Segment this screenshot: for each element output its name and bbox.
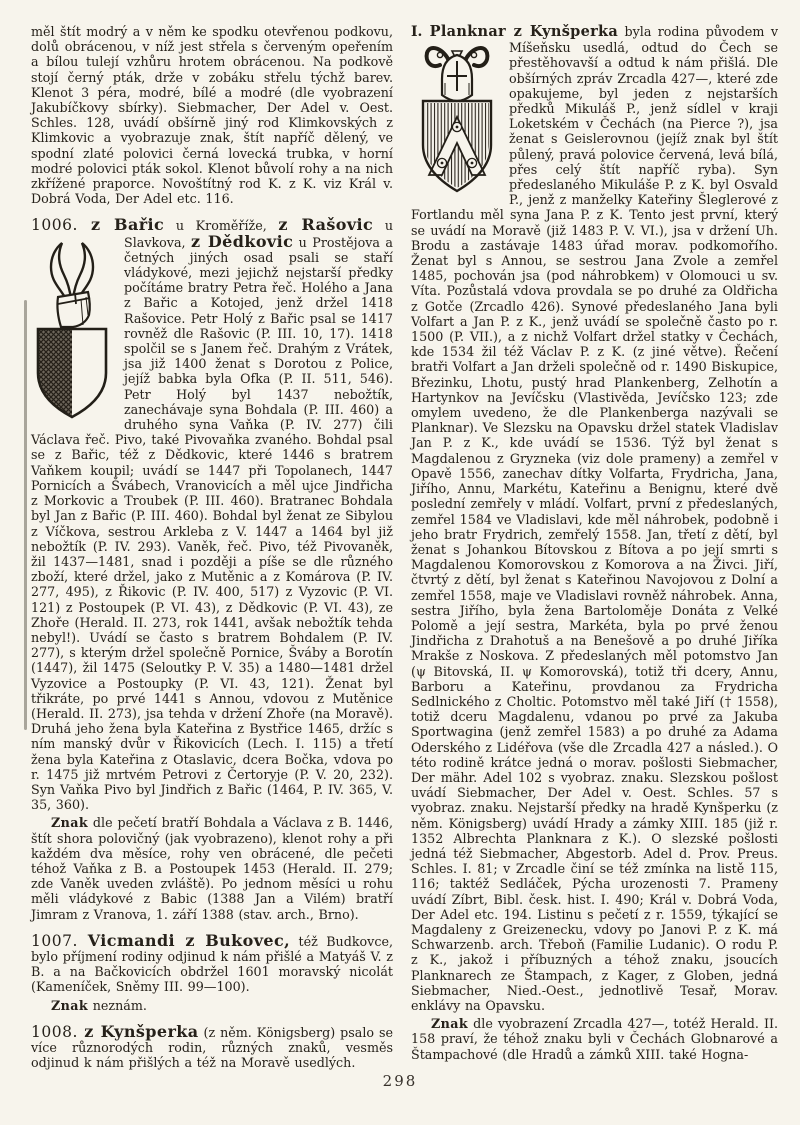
entry-1006-znak-paragraph bbox=[31, 815, 393, 921]
entry-1006-locality-1: u Kroměříže, bbox=[164, 218, 279, 234]
entry-planknar-body: v Míšeňsku usedlá, odtud do Čech se přestěhovavší a odtud k nám přišlá. Dle obšírných zpráv Zrcadla 427—, které zde opakujeme, byl jeden z nejstarších předků Mikuláš P., jenž sídlel v kraji Loketském v Čechách (na Pierce ?), jsa ženat s Geislerovnou (jejíž znak byl štít půlený, pravá polovice červená, levá bílá, přes celý štít napříč ryba). Syn předeslaného Mikuláše P. z K. byl Osvald P., jenž z manželky Kateřiny Šleglerové z Fortlandu měl syna Jana P. z K. Tento jest první, který se uvádí na Moravě (již 1483 P. V. VI.), jsa v držení Uh. Brodu a zastávaje 1483 úřad morav. podkomořího. Ženat byl s Annou, se sestrou Jana Zvole a zemřel 1485, pochován jsa (pod náhrobkem) v Olomouci u sv. Víta. Pozůstalá vdova provdala se po druhé za Oldřicha z Gotče (Zrcadlo 426). Synové předeslaného Jana byli Volfart a Jan P. z K., jenž uvádí se společně často po r. 1500 (P. VII.), a z nichž Volfart držel statky v Čechách, kde 1534 žil též Václav P. z K. (z jiné větve). Řečení bratři Volfart a Jan drželi společně od r. 1490 Biskupice, Březinku, Lhotu, pustý hrad Plankenberg, Zelhotín a Hartynkov na Jevíčsku (Vlastivěda, Jevíčsko 123; zde omylem uvedeno, že dle Plankenberga nazývali se Planknar). Ve Slezsku na Opavsku držel statek Vladislav Jan P. z K., kde uvádí se 1536. Týž byl ženat s Magdalenou z Gryzneka (viz dole prameny) a zemřel v Opavě 1556, zanechav dítky Volfarta, Frydricha, Jana, Jiřího, Annu, Markétu, Kateřinu a Benignu, které dvě poslední zemřely v mládí. Volfart, první z předeslaných, zemřel 1584 ve Vladislavi, kde měl náhrobek, podobně i jeho bratr Frydrich, zemřelý 1558. Jan, třetí z dětí, byl ženat s Johankou Bítovskou z Bítova a po její smrti s Magdalenou Komorovskou z Komorova a na Živci. Jiří, čtvrtý z dětí, byl ženat s Kateřinou Navojovou z Dolní a zemřel 1558, maje ve Vladislavi rovněž náhrobek. Anna, sestra Jiřího, byla žena Bartoloměje Donáta z Velké Polomě a její sestra, Markéta, byla po prvé ženou Jindřicha z Drahotuš a na Benešově a po druhé Jiříka Mrakše z Noskova. Z předeslaných měl potomstvo Jan (ψ Bitovská, II. ψ Komorovská), totiž tři dcery, Annu, Barboru a Kateřinu, provdanou za Frydricha Sedlnického z Choltic. Potomstvo měl také Jiří († 1558), totiž dceru Magdalenu, vdanou po prvé za Jakuba Sportwagina (jenž zemřel 1583) a po druhé za Adama Oderského z Lidéřova (vše dle Zrcadla 427 a násled.). O této rodině krátce jedná o morav. pošlosti Siebmacher, Der mähr. Adel 102 s vyobraz. znaku. Slezskou pošlost uvádí Siebmacher, Der Adel v. Oest. Schles. 57 s vyobraz. znaku. Nejstarší předky na hradě Kynšperku (z něm. Königsberg) uvádí Hrady a zámky XIII. 185 (již r. 1352 Albrechta Planknara z K.). O slezské pošlosti jedná též Siebmacher, Abgestorb. Adel d. Prov. Preus. Schles. I. 81; v Zrcadle činí se též zmínka na listě 115, 116; taktéž Sedláček, Pýcha urozenosti 7. Prameny uvádí Zíbrt, Bibl. česk. hist. I. 490; Král v. Dobrá Voda, Der Adel etc. 194. Listinu s pečetí z r. 1559, týkající se Magdaleny z Greizenecku, vdovy po Janovi P. z K. má Schwarzenb. arch. Třeboň (Familie Ludanic). O rodu P. z K., jakož i příbuzných a téhož znaku, jsoucích Planknarech ze Štampach, z Kager, z Globen, jedná Siebmacher, Nied.-Oest., jednotlivě Tesař, Morav. enklávy na Opavsku. bbox=[411, 24, 778, 1013]
page-number: 298 bbox=[382, 1072, 418, 1090]
barice-shield bbox=[38, 329, 106, 417]
entry-1007-znak-text: neznám. bbox=[88, 997, 147, 1013]
entry-1007-number: 1007. bbox=[31, 931, 88, 950]
planknar-coat-of-arms-image bbox=[416, 43, 498, 203]
barice-coat-of-arms-image bbox=[31, 237, 113, 423]
crescent-icon bbox=[32, 281, 41, 299]
planknar-helm bbox=[442, 55, 472, 101]
entry-1008-name: z Kynšperka bbox=[84, 1021, 199, 1041]
entry-1006-name-barice: z Bařic bbox=[90, 215, 165, 235]
left-column bbox=[31, 24, 393, 1070]
entry-planknar-numeral: I. bbox=[411, 24, 430, 40]
znak-label: Znak bbox=[51, 815, 89, 831]
entry-1006-name-rasovic: z Rašovic bbox=[278, 215, 374, 235]
entry-1008-body: (z něm. Königsberg) psalo se více různorodých rodin, různých znaků, vesměs odjinud k nám přišlých a též na Moravě usedlých. bbox=[31, 1024, 393, 1071]
entry-planknar-znak-text: dle vyobrazení Zrcadla 427—, totéž Herald. II. 158 praví, že téhož znaku byli v Čechách Globnarové a Štampachové (dle Hradů a zámků XIII. také Hogna- bbox=[411, 1016, 778, 1062]
rosette-icon bbox=[437, 53, 442, 58]
znak-label: Znak bbox=[51, 997, 89, 1013]
rosette-icon bbox=[467, 159, 476, 168]
entry-1007-body: též Budkovce, bylo příjmení rodiny odjinud k nám přišlé a Matyáš V. z B. a na Bačkovicích obdržel 1601 moravský nicolát (Kameníček, Sněmy III. 99—100). bbox=[31, 933, 393, 995]
entry-1007-name: Vicmandi z Bukovec, bbox=[87, 930, 291, 950]
entry-1006-locality-2: u Slavkova, bbox=[124, 218, 393, 250]
entry-planknar bbox=[411, 24, 778, 1013]
rosette-icon bbox=[437, 159, 446, 168]
rosette-icon bbox=[471, 53, 476, 58]
rosette-icon bbox=[452, 123, 461, 132]
entry-planknar-name: Planknar z Kynšperka bbox=[429, 23, 619, 40]
entry-1008-number: 1008. bbox=[31, 1022, 85, 1041]
znak-label: Znak bbox=[431, 1016, 469, 1032]
entry-planknar-lead: byla rodina původem bbox=[618, 24, 771, 39]
barice-helm bbox=[57, 292, 90, 327]
planknar-coat-of-arms-svg bbox=[416, 43, 498, 203]
entry-1007-znak-paragraph bbox=[31, 998, 393, 1013]
barice-coat-of-arms-svg bbox=[31, 237, 113, 423]
continuation-paragraph bbox=[31, 24, 393, 206]
continuation-text: měl štít modrý a v něm ke spodku otevřenou podkovu, dolů obrácenou, v níž jest střela s červeným opeřením a bílou tulejí vzhůru hrotem obrácenou. Na podkově stojí černý pták, drže v zobáku střelu týchž barev. Klenot 3 péra, modré, bílé a modré (dle vyobrazení Jakubíčkovy sbírky). Siebmacher, Der Adel v. Oest. Schles. 128, uvádí obšírně jiný rod Klimkovských z Klimkovic a vyobrazuje znak, štít napříč dělený, ve spodní zlaté polovici černá lovecká trubka, v horní modré polovici pták sokol. Klenot bůvolí rohy a na nich zkřížené praporce. Novoštítný rod K. z K. viz Král v. Dobrá Voda, Der Adel etc. 116. bbox=[31, 24, 393, 207]
barice-crest-horns bbox=[32, 243, 112, 299]
entry-1006 bbox=[31, 217, 393, 812]
entry-1006-znak-text: dle pečetí bratří Bohdala a Václava z B. 1446, štít shora polovičný (jak vyobrazeno), klenot rohy a při každém dva měsíce, rohy ven obrácené, dle pečeti téhož Vaňka z B. a Postoupek 1453 (Herald. II. 279; zde Vaněk uveden zvláště). Po jednom měsíci u rohu měli vládykové z Babic (1388 Jan a Vilém) bratří Jimram z Vranova, 1. září 1388 (stav. arch., Brno). bbox=[31, 815, 393, 922]
planknar-shield bbox=[423, 101, 491, 191]
crescent-icon bbox=[103, 281, 112, 299]
entry-1006-name-dedkovic: z Dědkovic bbox=[191, 231, 294, 251]
entry-1006-number: 1006. bbox=[31, 216, 91, 235]
entry-1006-body: u Prostějova a četných jiných osad psali se staří vládykové, mezi jejichž nejstarší předky počítáme bratry Petra řeč. Holého a Jana z Bařic a Kotojed, jenž držel 1418 Rašovice. Petr Holý z Bařic psal se 1417 rovněž dle Rašovic (P. III. 10, 17). 1418 spolčil se s Janem řeč. Drahým z Vrátek, jsa již 1400 ženat s Dorotou z Police, jejíž babka byla Ofka (P. II. 511, 546). Petr Holý byl 1437 nebožtík, zanechávaje syna Bohdala (P. III. 460) a druhého syna Vaňka (P. IV. 277) čili Václava řeč. Pivo, také Pivovaňka zvaného. Bohdal psal se z Bařic, též z Dědkovic, které 1446 s bratrem Vaňkem koupil; uvádí se 1447 při Topolanech, 1447 Pornicích a Švábech, Vranovicích a měl ujce Jindřicha z Morkovic a Troubek (P. III. 460). Bratranec Bohdala byl Jan z Bařic (P. III. 460). Bohdal byl ženat ze Sibylou z Víčkova, sestrou Arkleba z V. 1447 a 1464 byl již nebožtík (P. IV. 293). Vaněk, řeč. Pivo, též Pivovaněk, žil 1437—1481, snad i později a píše se dle různého zboží, které držel, jako z Mutěnic a z Komárova (P. IV. 277, 495), z Řikovic (P. IV. 400, 517) z Vyzovic (P. VI. 121) z Postoupek (P. VI. 43), z Dědkovic (P. VI. 43), ze Zhoře (Herald. II. 273, rok 1441, avšak nebožtík tehda nebyl!). Uvádí se často s bratrem Bohdalem (P. IV. 277), s kterým držel společně Pornice, Šváby a Borotín (1447), žil 1475 (Seloutky P. V. 35) a 1480—1481 držel Vyzovice a Postoupky (P. VI. 43, 121). Ženat byl třikráte, po prvé 1441 s Annou, vdovou z Mutěnice (Herald. II. 273), jsa tehda v držení Zhoře (na Moravě). Druhá jeho žena byla Kateřina z Bystřice 1465, držíc s ním manský dvůr v Řikovicích (Lech. I. 115) a třetí žena byla Kateřina z Otaslavic, dcera Bočka, vdova po r. 1475 již mrtvém Petrovi z Čertoryje (P. V. 20, 232). Syn Vaňka Pivo byl Jindřich z Bařic (1464, P. IV. 365, V. 35, 360). bbox=[31, 234, 393, 813]
right-column bbox=[411, 24, 778, 1062]
entry-1007 bbox=[31, 930, 393, 995]
entry-planknar-znak-paragraph bbox=[411, 1016, 778, 1062]
crescent-icon bbox=[36, 255, 45, 273]
entry-1008 bbox=[31, 1021, 393, 1071]
crescent-icon bbox=[99, 255, 108, 273]
scan-edge-artifact bbox=[24, 300, 27, 730]
